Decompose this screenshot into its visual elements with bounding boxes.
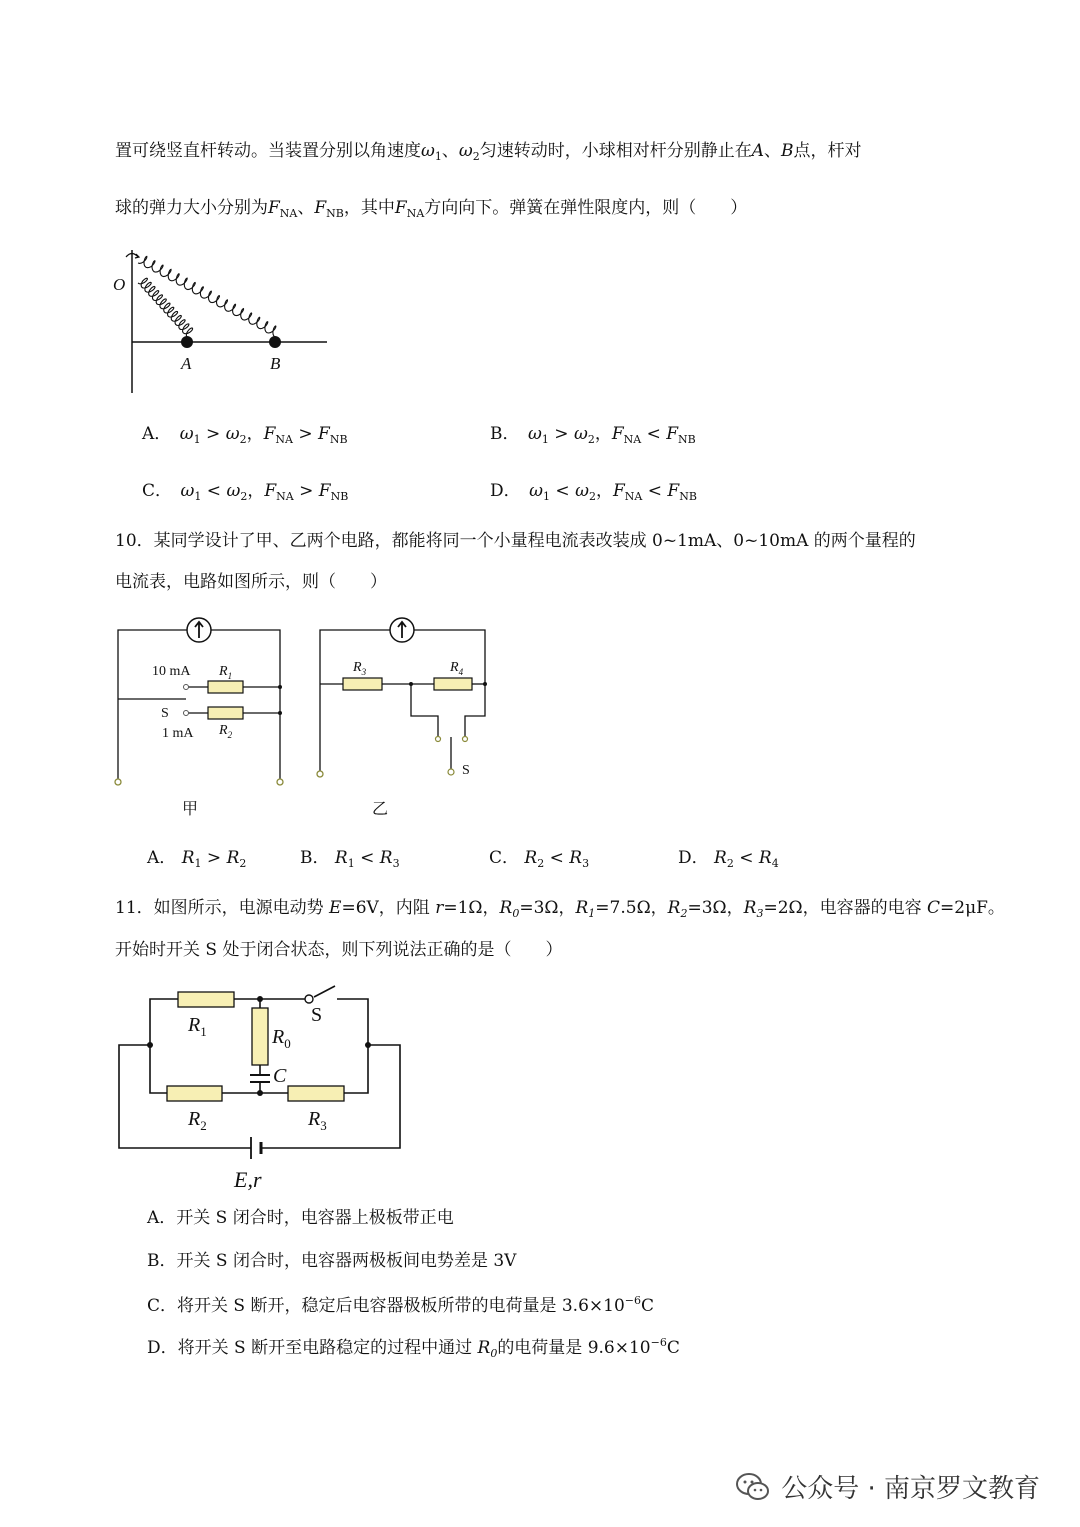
- label-r1: $R_1$: [188, 1014, 207, 1039]
- q11-line1: 11．如图所示，电源电动势 E=6V，内阻 r=1Ω，$R_0=3\Omega$，$R_1=7.5\Omega$，$R_2=3\Omega$，$R_3=2\Omega$，电容器的电容 C=2μF。: [115, 898, 1005, 920]
- q11-option-a[interactable]: A．开关 S 闭合时，电容器上极板带正电: [147, 1208, 454, 1228]
- q9-option-a[interactable]: A． $\omega_1 > \omega_2$，$F_{NA} > F_{NB}$: [142, 424, 348, 446]
- q9-line1: 置可绕竖直杆转动。当装置分别以角速度$\omega_1$、$\omega_2$匀速转动时，小球相对杆分别静止在A、B点，杆对: [115, 141, 862, 163]
- q10-option-c[interactable]: C． $R_2 < R_3$: [489, 848, 590, 870]
- label-r2: $R_2$: [219, 723, 233, 740]
- q10-line2: 电流表，电路如图所示，则（ ）: [115, 572, 387, 592]
- label-r1: $R_1$: [219, 664, 233, 681]
- q9-line2: 球的弹力大小分别为$F_{NA}$、$F_{NB}$，其中$F_{NA}$方向向下。弹簧在弹性限度内，则（ ）: [115, 198, 748, 220]
- q10-line1: 10．某同学设计了甲、乙两个电路，都能将同一个小量程电流表改装成 0~1mA、0~10mA 的两个量程的: [115, 531, 916, 551]
- q9-option-b[interactable]: B． $\omega_1 > \omega_2$，$F_{NA} < F_{NB}$: [490, 424, 696, 446]
- label-r3: $R_3$: [308, 1108, 327, 1133]
- q10-circuit-yi: [310, 612, 510, 822]
- q11-option-d[interactable]: D．将开关 S 断开至电路稳定的过程中通过 $R_0$的电荷量是 $9.6\times 10^{-6}C$: [147, 1336, 680, 1360]
- watermark-text: 公众号 · 南京罗文教育: [781, 1474, 1040, 1504]
- label-1ma: 1 mA: [162, 726, 194, 741]
- q9-figure: [105, 245, 345, 400]
- q10-option-b[interactable]: B． $R_1 < R_3$: [300, 848, 400, 870]
- label-r4: $R_4$: [450, 660, 464, 677]
- q9-option-c[interactable]: C． $\omega_1 < \omega_2$，$F_{NA} > F_{NB}$: [142, 481, 349, 503]
- label-s: S: [311, 1004, 323, 1026]
- label-r3: $R_3$: [353, 660, 367, 677]
- label-r2: $R_2$: [188, 1108, 207, 1133]
- q11-circuit: [110, 985, 410, 1195]
- caption-jia: 甲: [182, 801, 199, 818]
- q10-option-a[interactable]: A． $R_1 > R_2$: [147, 848, 247, 870]
- label-10ma: 10 mA: [152, 664, 191, 679]
- label-s-yi: S: [462, 763, 470, 778]
- watermark: [735, 1468, 1040, 1505]
- caption-yi: 乙: [372, 801, 389, 818]
- label-B: B: [270, 354, 281, 373]
- wechat-icon: [735, 1472, 771, 1502]
- q10-circuit-jia: [110, 612, 295, 822]
- q11-option-c[interactable]: C．将开关 S 断开，稳定后电容器极板所带的电荷量是 $3.6\times 10^{-6}C$: [147, 1294, 655, 1316]
- label-s-jia: S: [161, 706, 169, 721]
- label-er: E,r: [234, 1167, 262, 1192]
- label-r0: $R_0$: [272, 1026, 291, 1051]
- label-c: C: [273, 1065, 287, 1087]
- q9-option-d[interactable]: D． $\omega_1 < \omega_2$，$F_{NA} < F_{NB}$: [490, 481, 697, 503]
- q11-option-b[interactable]: B．开关 S 闭合时，电容器两极板间电势差是 3V: [147, 1251, 517, 1271]
- q10-option-d[interactable]: D． $R_2 < R_4$: [678, 848, 779, 870]
- label-A: A: [181, 354, 192, 373]
- q11-line2: 开始时开关 S 处于闭合状态，则下列说法正确的是（ ）: [115, 940, 563, 960]
- label-O: O: [113, 275, 126, 294]
